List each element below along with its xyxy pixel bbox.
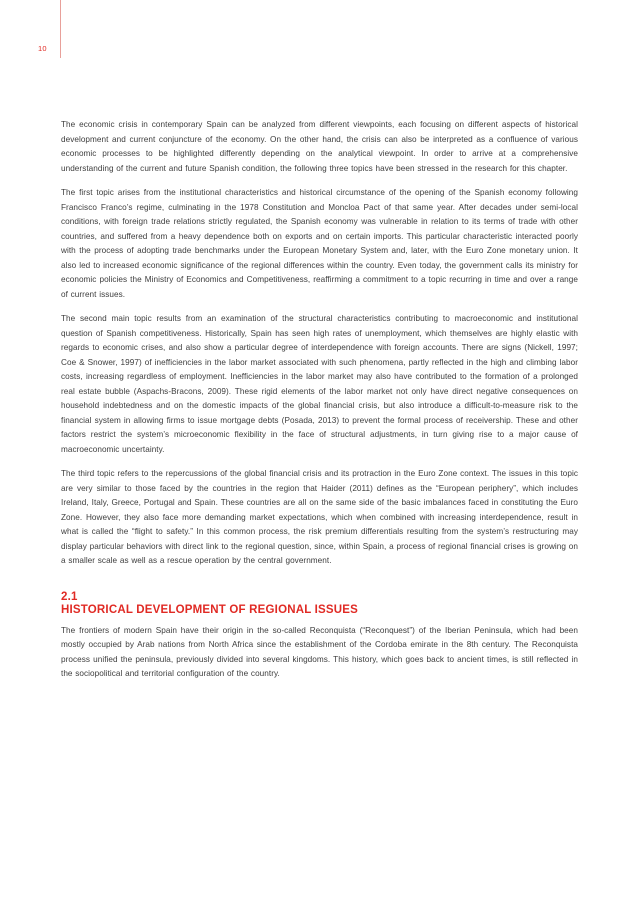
section-title: HISTORICAL DEVELOPMENT OF REGIONAL ISSUES [61, 603, 359, 616]
margin-rule [60, 0, 61, 58]
intro-paragraph-1: The economic crisis in contemporary Spain can be analyzed from different viewpoints, each focusing on different aspects of historical development and current conjuncture of the economy. On the other hand, the crisis can also be interpreted as a confluence of various economic processes to be highlighted differently depending on the analytical viewpoint. In order to arrive at a comprehensive understanding of the current and future Spanish condition, the following three topics have been stressed in the research for this chapter. [61, 120, 578, 173]
intro-paragraph-4: The third topic refers to the repercussions of the global financial crisis and its protraction in the Euro Zone context. The issues in this topic are very similar to those faced by the countries in the region that Haider (2011) defines as the “European periphery”, which includes Ireland, Italy, Greece, Portugal and Spain. These countries are all on the same side of the basic imbalances faced in constituting the Euro Zone. However, they also face more demanding market expectations, which when combined with increasing interdependence, result in what is called the “flight to safety.” In this common process, the risk premium differentials resulting from the system’s restructuring may display particular behaviors with direct link to the regional question, since, within Spain, a process of regional financial crises is growing on a smaller scale as well as a rescue operation by the central government. [61, 469, 578, 565]
intro-paragraph-2: The first topic arises from the institutional characteristics and historical circumstance of the opening of the Spanish economy following Francisco Franco’s regime, culminating in the 1978 Constitution and Moncloa Pact of that same year. After decades under semi-local conditions, with foreign trade relations strictly regulated, the Spanish economy was vulnerable in relation to its terms of trade with other countries, and suffered from a heavy dependence both on exports and on certain imports. This particular characteristic interacted poorly with the process of adopting trade benchmarks under the European Monetary System and, later, with the Euro Zone monetary union. It also led to increased economic significance of the regional differences within the country. Even today, the government calls its ministry for economic policies the Ministry of Economics and Competitiveness, reaffirming a commitment to a topic recurring in time and over a range of current issues. [61, 188, 578, 299]
section-heading [61, 591, 578, 617]
page-number: 10 [38, 44, 47, 53]
section-number: 2.1 [61, 590, 78, 603]
section-paragraph-1: The frontiers of modern Spain have their origin in the so-called Reconquista (“Reconquest”) of the Iberian Peninsula, which had been mostly occupied by Arab nations from North Africa since the establishment of the Cordoba emirate in the 8th century. The Reconquista process unified the peninsula, previously divided into several kingdoms. This history, which goes back to ancient times, is still reflected in the sociopolitical and territorial configuration of the country. [61, 625, 578, 678]
intro-paragraph-3: The second main topic results from an examination of the structural characteristics contributing to macroeconomic and institutional question of Spanish competitiveness. Historically, Spain has seen high rates of unemployment, which themselves are highly elastic with regards to economic crises, and also show a particular degree of interdependence with foreign accounts. There are signs (Nickell, 1997; Coe & Snower, 1997) of inefficiencies in the labor market associated with such phenomena, partly reflected in the high and climbing labor costs, increasing regardless of employment. Inefficiencies in the labor market may also have contributed to the formation of a prolonged real estate bubble (Aspachs-Bracons, 2009). These rigid elements of the labor market not only have direct negative consequences on household indebtedness and on the domestic impacts of the global financial crisis, but also introduce a difficult-to-measure risk to the financial system in allowing firms to issue mortgage debts (Posada, 2013) to prevent the formal process of receivership. These and other factors restrict the system’s microeconomic flexibility in the face of structural adjustments, in turn giving rise to a major cause of macroeconomic uncertainty. [61, 314, 578, 454]
page-content [61, 118, 578, 692]
